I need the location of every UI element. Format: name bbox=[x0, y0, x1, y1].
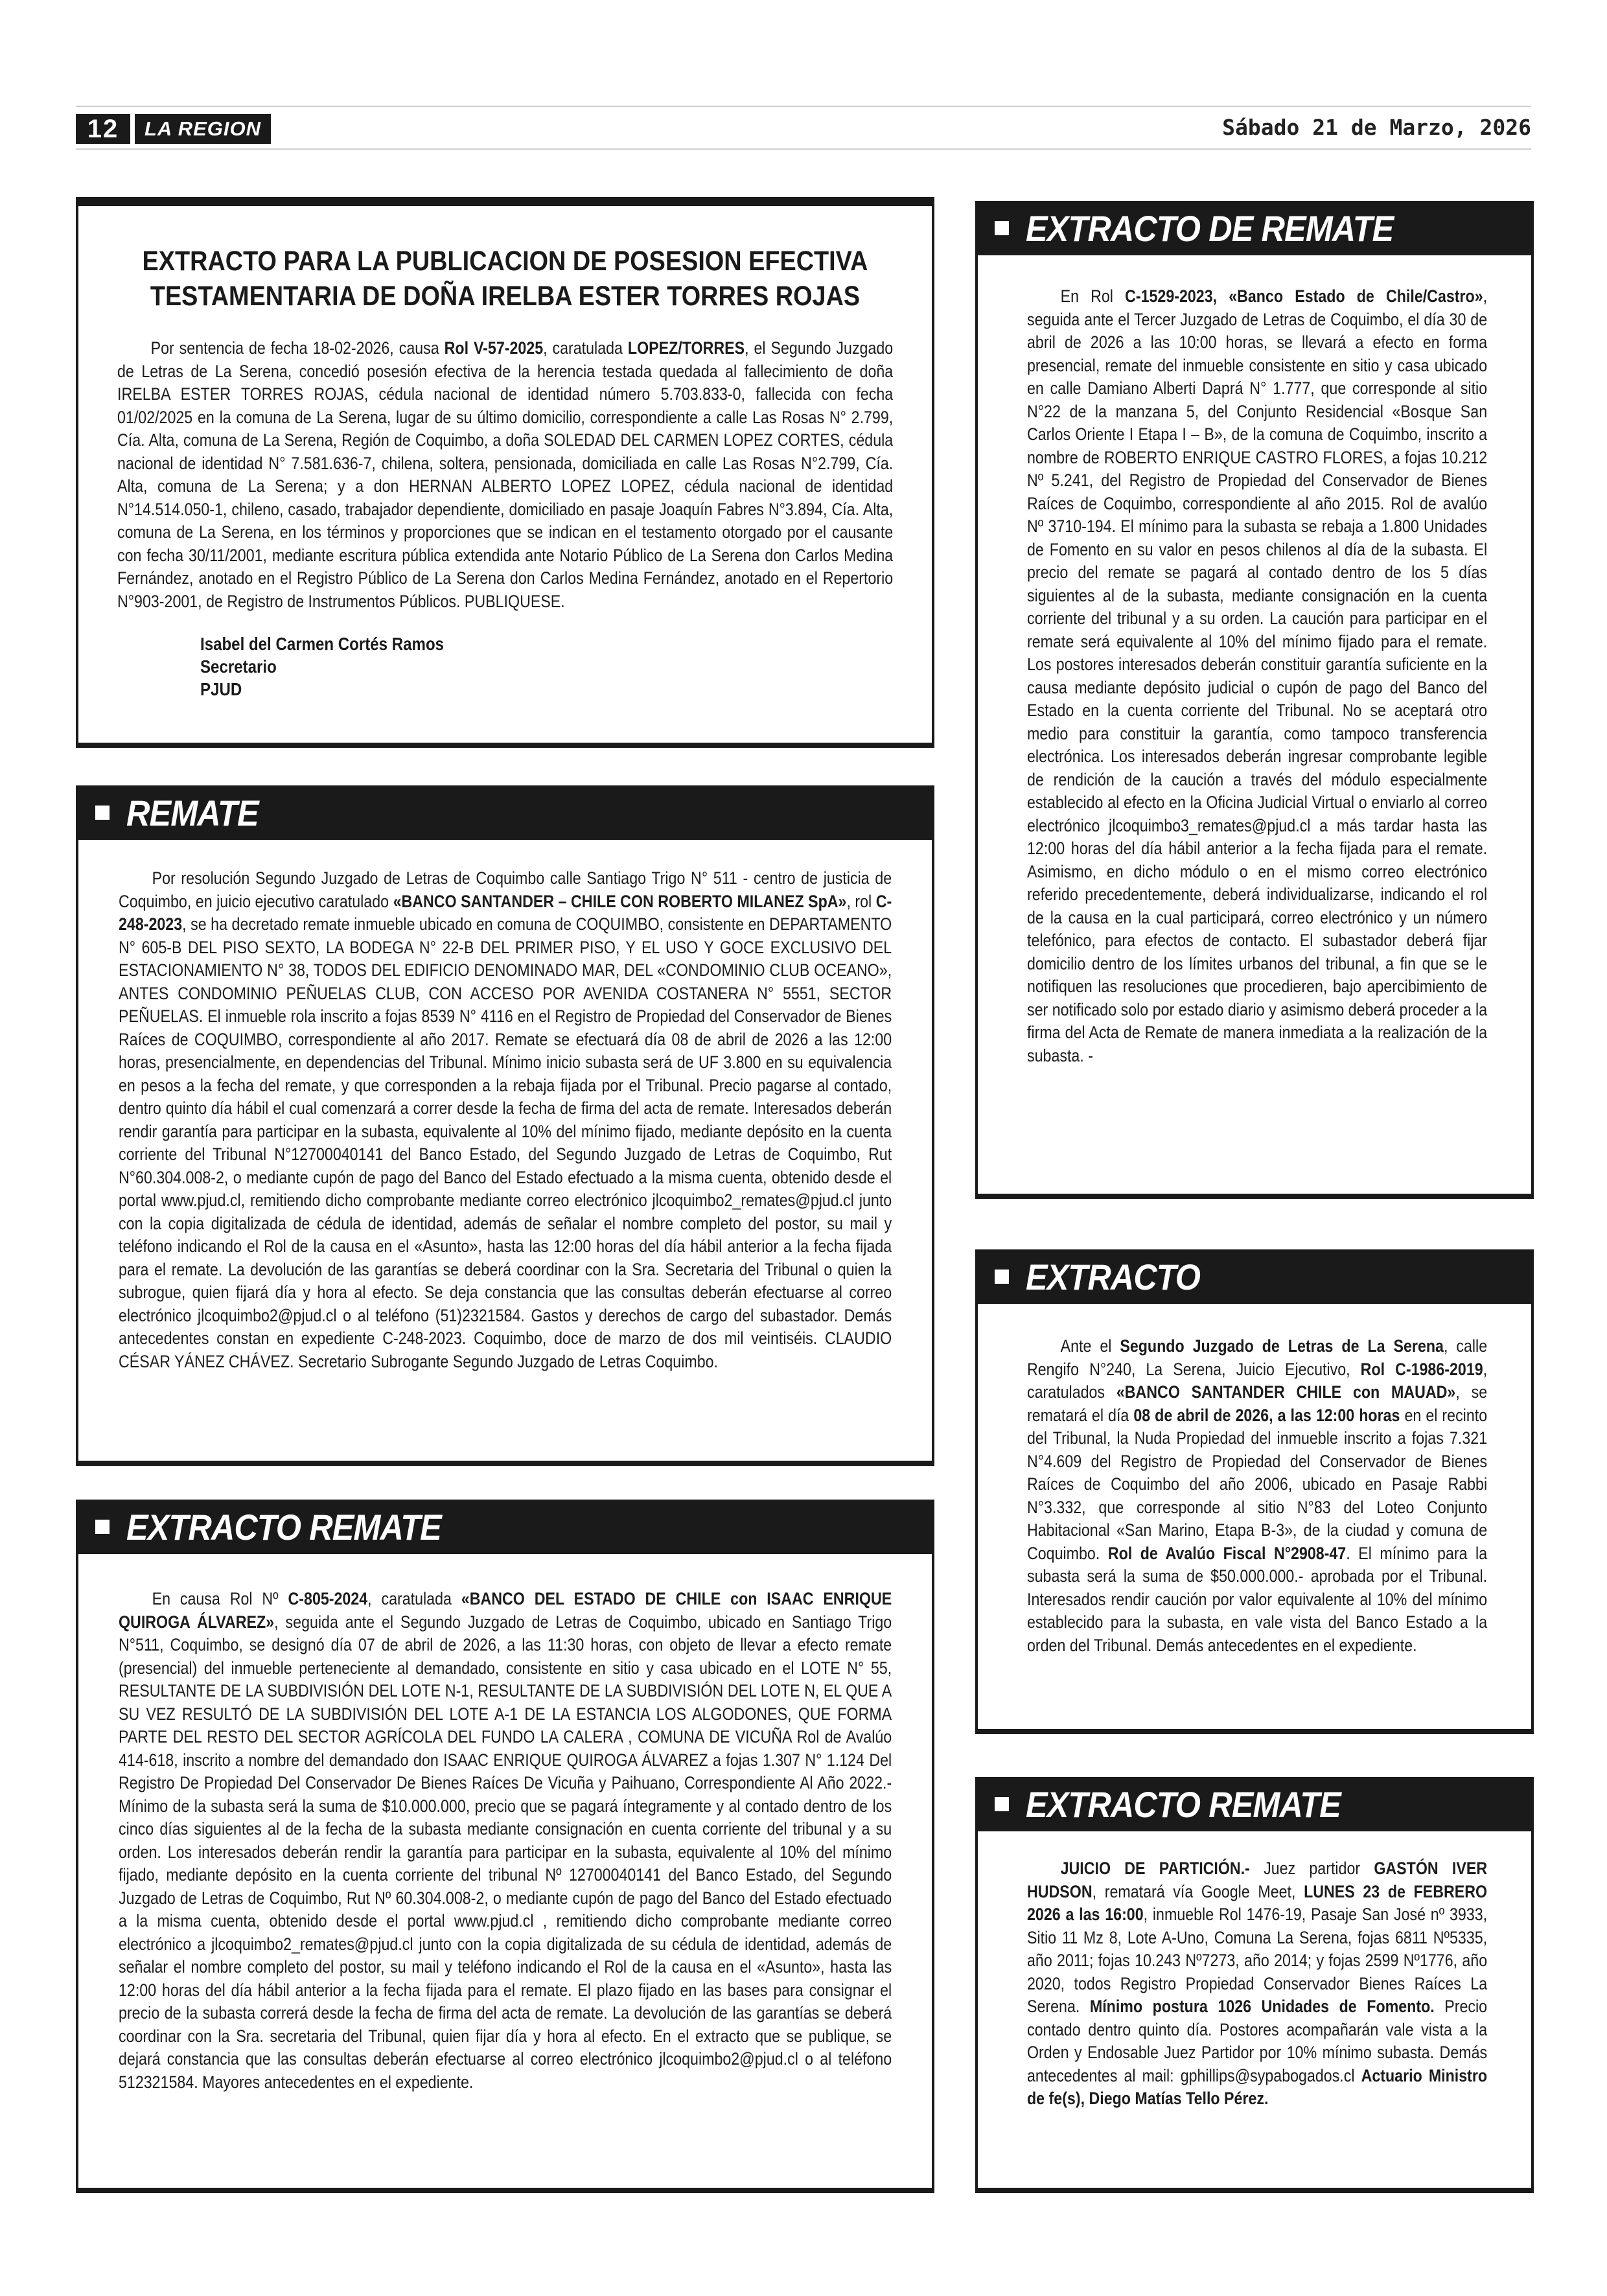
signer-org: PJUD bbox=[200, 679, 242, 699]
text-segment: , rol bbox=[846, 891, 876, 911]
text-segment: , seguida ante el Segundo Juzgado de Letras de Coquimbo, ubicado en Santiago Trigo N°511, Coquimbo, se designó día 07 de abril de 2026, a las 11:30 horas, con objeto de llevar a efecto remate (presencial) del inmueble perteneciente al demandado, consistente en sitio y casa ubicado en el LOTE N° 55, RESULTANTE DE LA SUBDIVISIÓN DEL LOTE N-1, RESULTANTE DE LA SUBDIVISIÓN DEL LOTE N, EL QUE A SU VEZ RESULTÓ DE LA SUBDIVISIÓN DEL LOTE A-1 DE LA ESTANCIA LOS ALGODONES, QUE FORMA PARTE DEL RESTO DEL SECTOR AGRÍCOLA DEL FUNDO LA CALERA , COMUNA DE VICUÑA Rol de Avalúo 414-618, inscrito a nombre del demandado don ISAAC ENRIQUE QUIROGA ÁLVAREZ a fojas 1.307 N° 1.124 Del Registro De Propiedad Del Conservador De Bienes Raíces De Vicuña y Paihuano, Correspondiente Al Año 2022.- Mínimo de la subasta será la suma de $10.000.000, precio que se pagará íntegramente y al contado dentro de los cinco días siguientes al de la fecha de la subasta mediante consignación en cuenta corriente del tribunal y a su orden. Los interesados deberán rendir la garantía para participar en la subasta, equivalente al 10% del mínimo fijado, mediante depósito en la cuenta corriente del tribunal Nº 12700040141 del Banco Estado, del Segundo Juzgado de Letras de Coquimbo, Rut Nº 60.304.008-2, o mediante cupón de pago del Banco del Estado efectuado a la misma cuenta, obtenido desde el portal www.pjud.cl , remitiendo dicho comprobante mediante correo electrónico a jlcoquimbo2_remates@pjud.cl junto con la copia digitalizada de su cédula de identidad, además de señalar el nombre completo del postor, su mail y teléfono indicando el Rol de la causa en el «Asunto», hasta las 12:00 horas del día hábil anterior a la fecha fijada para el remate. El plazo fijado en las bases para consignar el precio de la subasta correrá desde la fecha de firma del acta de remate. La devolución de las garantías se deberá coordinar con la Sra. secretaria del Tribunal, quien fijar día y hora al efecto. En el extracto que se publique, se dejará constancia que las consultas deberán efectuarse al correo electrónico jlcoquimbo2@pjud.cl o al teléfono 512321584. Mayores antecedentes en el expediente. bbox=[119, 1612, 892, 2092]
heading-text: REMATE bbox=[126, 792, 259, 833]
notice-body bbox=[78, 840, 932, 1373]
notice-body bbox=[978, 1304, 1531, 1657]
signer-name: Isabel del Carmen Cortés Ramos bbox=[200, 634, 445, 654]
text-segment: , seguida ante el Tercer Juzgado de Letras de Coquimbo, el día 30 de abril de 2026 a las 10:00 horas, se llevará a efecto en forma presencial, remate del inmueble consistente en sitio y casa ubicado en calle Damiano Alberti Daprá N° 1.777, que corresponde al sitio N°22 de la manzana 5, del Conjunto Residencial «Bosque San Carlos Oriente I Etapa I – B», de la comuna de Coquimbo, inscrito a nombre de ROBERTO ENRIQUE CASTRO FLORES, a fojas 10.212 Nº 5.241, del Registro de Propiedad del Conservador de Bienes Raíces de Coquimbo, correspondiente al año 2015. Rol de avalúo Nº 3710-194. El mínimo para la subasta se rebaja a 1.800 Unidades de Fomento en su valor en pesos chilenos al día de la subasta. El precio del remate se pagará al contado dentro de los 5 días siguientes al de la subasta, mediante consignación en la cuenta corriente del tribunal y a su orden. La caución para participar en el remate será equivalente al 10% del mínimo fijado para el remate. Los postores interesados deberán constituir garantía suficiente en la causa mediante depósito judicial o cupón de pago del Banco del Estado en la cuenta corriente del Tribunal. No se aceptará otro medio para constituir la garantía, como tampoco transferencia electrónica. Los interesados deberán ingresar comprobante legible de rendición de la caución a través del módulo especialmente establecido al efecto en la Oficina Judicial Virtual o enviarlo al correo electrónico jlcoquimbo3_remates@pjud.cl a más tardar hasta las 12:00 horas del día hábil anterior a la fecha fijada para el remate. Asimismo, en dicho módulo o en el mismo correo electrónico referido precedentemente, deberá individualizarse, indicando el rol de la causa en la cual participará, correo electrónico y un número telefónico, para efectos de contacto. El subastador deberá fijar domicilio dentro de los límites urbanos del tribunal, a fin que se le notifiquen las resoluciones que procedieren, bajo apercibimiento de ser notificado solo por estado diario y asimismo deberá proceder a la firma del Acta de Remate de manera inmediata a la realización de la subasta. - bbox=[1027, 286, 1488, 1065]
notice-heading bbox=[975, 1777, 1534, 1831]
notice-extracto-de-remate bbox=[975, 201, 1534, 1199]
case-rol: Rol C-1986-2019 bbox=[1360, 1359, 1483, 1379]
notice-remate bbox=[76, 785, 934, 1466]
heading-text: EXTRACTO REMATE bbox=[126, 1506, 441, 1548]
case-rol: C-1529-2023, «Banco Estado de Chile/Castro» bbox=[1125, 286, 1483, 306]
text-segment: En causa Rol Nº bbox=[152, 1589, 288, 1608]
page-number: 12 bbox=[76, 114, 130, 144]
header-rule bbox=[76, 148, 1531, 150]
case-caption: «BANCO SANTANDER – CHILE CON ROBERTO MILANEZ SpA» bbox=[393, 891, 847, 911]
text-segment: , el Segundo Juzgado de Letras de La Serena, concedió posesión efectiva de la herencia testada quedada al fallecimiento de doña IRELBA ESTER TORRES ROJAS, cédula nacional de identidad número 5.703.833-0, fallecida con fecha 01/02/2025 en la comuna de La Serena, lugar de su último domicilio, correspondiente a calle Las Rosas N° 2.799, Cía. Alta, comuna de La Serena, Región de Coquimbo, a doña SOLEDAD DEL CARMEN LOPEZ CORTES, cédula nacional de identidad N° 7.581.636-7, chilena, soltera, pensionada, domiciliada en calle Las Rosas N°2.799, Cía. Alta, comuna de La Serena; y a don HERNAN ALBERTO LOPEZ LOPEZ, cédula nacional de identidad N°14.514.050-1, chileno, casado, trabajador dependiente, domiciliado en pasaje Joaquín Fabres N°3.894, Cía. Alta, comuna de La Serena, en los términos y proporciones que se indican en el testamento otorgado por el causante con fecha 30/11/2001, mediante escritura pública extendida ante Notario Público de La Serena don Carlos Medina Fernández, anotado en el Registro Público de La Serena don Carlos Medina Fernández, anotado en el Repertorio N°903-2001, de Registro de Instrumentos Públicos. PUBLIQUESE. bbox=[117, 338, 894, 611]
case-caption: LOPEZ/TORRES bbox=[627, 338, 745, 358]
notice-posesion-efectiva bbox=[76, 197, 934, 748]
newspaper-logo: LA REGION bbox=[135, 114, 271, 144]
notice-extracto bbox=[975, 1249, 1534, 1734]
square-bullet-icon bbox=[995, 221, 1009, 235]
judge-name: GASTÓN IVER HUDSON bbox=[1027, 1859, 1488, 1901]
heading-text: EXTRACTO bbox=[1026, 1256, 1201, 1297]
lead-label: JUICIO DE PARTICIÓN.- bbox=[1060, 1859, 1250, 1878]
text-segment: , se ha decretado remate inmueble ubicado en comuna de COQUIMBO, consistente en DEPARTAMENTO N° 605-B DEL PISO SEXTO, LA BODEGA N° 22-B DEL PRIMER PISO, Y EL USO Y GOCE EXCLUSIVO DEL ESTACIONAMIENTO N° 38, TODOS DEL EDIFICIO DENOMINADO MAR, DEL «CONDOMINIO CLUB OCEANO», ANTES CONDOMINIO PEÑUELAS CLUB, CON ACCESO POR AVENIDA COSTANERA N° 5551, SECTOR PEÑUELAS. El inmueble rola inscrito a fojas 8539 N° 4116 en el Registro de Propiedad del Conservador de Bienes Raíces de COQUIMBO, correspondiente al año 2017. Remate se efectuará día 08 de abril de 2026 a las 12:00 horas, presencialmente, en dependencias del Tribunal. Mínimo inicio subasta será de UF 3.800 en su equivalencia en pesos a la fecha del remate, y que corresponden a la rebaja fijada por el Tribunal. Precio pagarse al contado, dentro quinto día hábil el cual comenzará a correr desde la fecha de firma del acta de remate. Interesados deberán rendir garantía para participar en la subasta, equivalente al 10% del mínimo fijado, mediante depósito en la cuenta corriente del Tribunal N°12700040141 del Banco Estado, del Segundo Juzgado de Letras de Coquimbo, Rut N°60.304.008-2, o mediante cupón de pago del Banco del Estado efectuado a la misma cuenta, obtenido desde el portal www.pjud.cl, remitiendo dicho comprobante mediante correo electrónico jlcoquimbo2_remates@pjud.cl junto con la copia digitalizada de cédula de identidad, además de señalar el nombre completo del postor, su mail y teléfono indicando el Rol de la causa en el «Asunto», hasta las 12:00 horas del día hábil anterior a la fecha fijada para el remate. La devolución de las garantías se deberá coordinar con la Sra. Secretaria del Tribunal o quien la subrogue, quien fijará día y hora al efecto. Se deja constancia que las consultas deberán efectuarse al correo electrónico jlcoquimbo2@pjud.cl o al teléfono (51)2321584. Gastos y derechos de cargo del subastador. Demás antecedentes constan en expediente C-248-2023. Coquimbo, doce de marzo de dos mil veintiséis. CLAUDIO CÉSAR YÁNEZ CHÁVEZ. Secretario Subrogante Segundo Juzgado de Letras Coquimbo. bbox=[119, 914, 892, 1371]
case-rol: C-248-2023 bbox=[119, 891, 892, 934]
notice-body bbox=[117, 337, 893, 613]
text-segment: , caratulados bbox=[1027, 1359, 1488, 1402]
text-segment: . El mínimo para la subasta será la suma de $50.000.000.- aprobada por el Tribunal. Interesados rendir caución por valor equivalente al 10% del mínimo establecido para la subasta, en vale vista del Banco Estado a la orden del Tribunal. Demás antecedentes en el expediente. bbox=[1027, 1543, 1488, 1655]
minimum-bid: Mínimo postura 1026 Unidades de Fomento. bbox=[1089, 1997, 1435, 2016]
case-rol: C-805-2024 bbox=[288, 1589, 368, 1608]
text-segment: , caratulada bbox=[367, 1589, 461, 1608]
text-segment: en el recinto del Tribunal, la Nuda Propiedad del inmueble inscrito a fojas 7.321 N°4.609 del Registro de Propiedad del Conservador de Bienes Raíces de Coquimbo del año 2006, ubicado en Pasaje Rabbi N°3.332, que corresponde al sitio N°83 del Loteo Conjunto Habitacional «San Marino, Etapa B-3», de la ciudad y comuna de Coquimbo. bbox=[1027, 1405, 1488, 1563]
square-bullet-icon bbox=[995, 1797, 1009, 1811]
court-name: Segundo Juzgado de Letras de La Serena bbox=[1120, 1336, 1444, 1356]
title-line-2: TESTAMENTARIA DE DOÑA IRELBA ESTER TORRES ROJAS bbox=[150, 281, 861, 312]
notice-body bbox=[978, 1831, 1531, 2111]
text-segment: Juez partidor bbox=[1249, 1859, 1374, 1878]
notice-extracto-remate-right bbox=[975, 1777, 1534, 2193]
signature-block bbox=[117, 632, 893, 701]
square-bullet-icon bbox=[95, 1520, 110, 1534]
text-segment: Por sentencia de fecha 18-02-2026, causa bbox=[150, 338, 445, 358]
square-bullet-icon bbox=[95, 806, 110, 820]
signer-role: Secretario bbox=[200, 656, 277, 677]
heading-text: EXTRACTO REMATE bbox=[1026, 1783, 1341, 1825]
heading-text: EXTRACTO DE REMATE bbox=[1026, 207, 1394, 249]
text-segment: , caratulada bbox=[543, 338, 628, 358]
notice-extracto-remate-left bbox=[76, 1500, 934, 2193]
notice-body bbox=[978, 255, 1531, 1067]
page-date: Sábado 21 de Marzo, 2026 bbox=[1222, 115, 1531, 140]
text-segment: , se rematará el día bbox=[1027, 1382, 1488, 1425]
text-segment: , calle Rengifo N°240, La Serena, Juicio Ejecutivo, bbox=[1027, 1336, 1488, 1379]
notice-heading bbox=[975, 201, 1534, 255]
case-caption: «BANCO SANTANDER CHILE con MAUAD» bbox=[1116, 1382, 1456, 1402]
square-bullet-icon bbox=[995, 1270, 1009, 1284]
notice-heading bbox=[76, 785, 934, 840]
text-segment: Ante el bbox=[1060, 1336, 1120, 1356]
text-segment: , inmueble Rol 1476-19, Pasaje San José nº 3933, Sitio 11 Mz 8, Lote A-Uno, Comuna La Serena, fojas 6811 Nº5335, año 2011; fojas 10.243 Nº7273, año 2014; y fojas 2599 Nº1776, año 2020, todos Registro Propiedad Conservador Bienes Raíces La Serena. bbox=[1027, 1905, 1488, 2016]
notice-heading bbox=[76, 1500, 934, 1554]
text-segment: , rematará vía Google Meet, bbox=[1092, 1881, 1304, 1901]
top-rule bbox=[76, 106, 1531, 107]
case-caption: «BANCO DEL ESTADO DE CHILE con ISAAC ENRIQUE QUIROGA ÁLVAREZ» bbox=[119, 1589, 892, 1632]
notice-body bbox=[78, 1554, 932, 2094]
case-rol: Rol V-57-2025 bbox=[444, 338, 544, 358]
notice-title bbox=[130, 244, 881, 314]
text-segment: Precio contado dentro quinto día. Postores acompañarán vale vista a la Orden y Endosable Juez Partidor por 10% mínimo subasta. Demás antecedentes al mail: gphillips@sypabogados.cl bbox=[1027, 1997, 1488, 2085]
actuario: Actuario Ministro de fe(s), Diego Matías Tello Pérez. bbox=[1027, 2065, 1488, 2108]
auction-date: 08 de abril de 2026, a las 12:00 horas bbox=[1133, 1405, 1400, 1425]
text-segment: En Rol bbox=[1060, 286, 1126, 306]
title-line-1: EXTRACTO PARA LA PUBLICACION DE POSESION EFECTIVA bbox=[142, 246, 868, 277]
avaluo-rol: Rol de Avalúo Fiscal N°2908-47 bbox=[1107, 1543, 1347, 1563]
text-segment: Por resolución Segundo Juzgado de Letras de Coquimbo calle Santiago Trigo N° 511 - centro de justicia de Coquimbo, en juicio ejecutivo caratulado bbox=[119, 868, 892, 911]
notice-heading bbox=[975, 1249, 1534, 1304]
auction-date: LUNES 23 de FEBRERO 2026 a las 16:00 bbox=[1027, 1881, 1488, 1924]
